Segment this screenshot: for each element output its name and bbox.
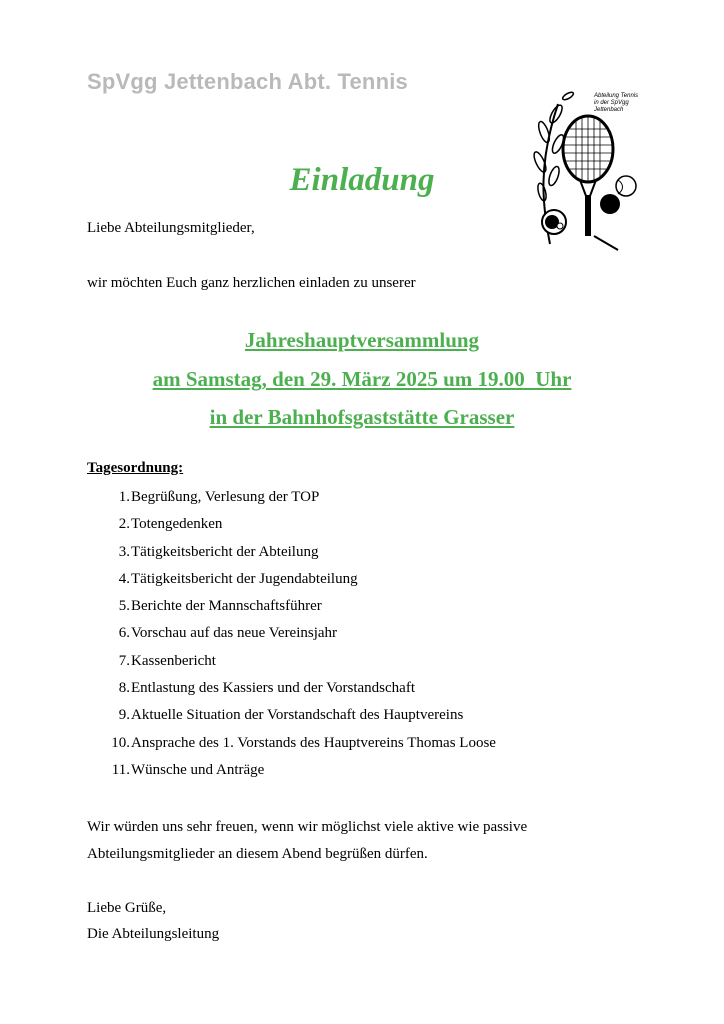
logo-text-line-3: Jettenbach bbox=[594, 107, 624, 113]
regards-text: Liebe Grüße, bbox=[87, 900, 167, 916]
agenda-item-number: 4. bbox=[118, 570, 130, 587]
intro-text: wir möchten Euch ganz herzlichen einladen zu unserer bbox=[87, 275, 416, 291]
list-item bbox=[96, 489, 496, 516]
agenda-item-text: Tätigkeitsbericht der Jugendabteilung bbox=[131, 570, 358, 587]
list-item bbox=[96, 625, 496, 652]
agenda-item-number: 1. bbox=[118, 489, 130, 505]
event-date: am Samstag, den 29. März 2025 um 19.00 Uhr bbox=[152, 367, 572, 391]
list-item bbox=[96, 680, 496, 707]
agenda-item-number: 5. bbox=[118, 598, 130, 615]
closing-line-2: Abteilungsmitglieder an diesem Abend begrüßen dürfen. bbox=[87, 846, 428, 862]
signoff bbox=[87, 895, 219, 947]
agenda-item-number: 10. bbox=[111, 734, 130, 751]
agenda-item-text: Tätigkeitsbericht der Abteilung bbox=[131, 543, 319, 560]
invitation-title: Einladung bbox=[289, 162, 435, 198]
list-item bbox=[96, 653, 496, 680]
agenda-item-text: Berichte der Mannschaftsführer bbox=[131, 598, 322, 615]
agenda-item-text: Ansprache des 1. Vorstands des Hauptvereins Thomas Loose bbox=[131, 734, 496, 751]
agenda-item-number: 8. bbox=[118, 680, 130, 697]
agenda-item-text: Vorschau auf das neue Vereinsjahr bbox=[131, 625, 338, 642]
agenda-heading: Tagesordnung: bbox=[87, 460, 184, 476]
closing-line-1: Wir würden uns sehr freuen, wenn wir möglichst viele aktive wie passive bbox=[87, 819, 528, 835]
closing-paragraph bbox=[87, 814, 647, 868]
list-item bbox=[96, 762, 496, 789]
club-name: SpVgg Jettenbach Abt. Tennis bbox=[87, 69, 408, 94]
agenda-item-text: Begrüßung, Verlesung der TOP bbox=[131, 489, 320, 505]
list-item bbox=[96, 516, 496, 543]
list-item bbox=[96, 707, 496, 734]
list-item bbox=[96, 598, 496, 625]
agenda-item-number: 3. bbox=[118, 543, 130, 560]
agenda-item-number: 9. bbox=[118, 707, 130, 724]
list-item bbox=[96, 571, 496, 598]
agenda-item-text: Totengedenken bbox=[131, 516, 223, 533]
agenda-item-text: Wünsche und Anträge bbox=[131, 761, 265, 778]
agenda-item-number: 7. bbox=[118, 652, 130, 669]
agenda-item-text: Aktuelle Situation der Vorstandschaft des Hauptvereins bbox=[131, 707, 464, 724]
greeting: Liebe Abteilungsmitglieder, bbox=[87, 220, 255, 236]
agenda-list bbox=[96, 489, 496, 789]
logo-text-line-2: in der SpVgg bbox=[594, 100, 629, 106]
list-item bbox=[96, 735, 496, 762]
event-name: Jahreshauptversammlung bbox=[244, 328, 480, 352]
agenda-item-number: 11. bbox=[111, 761, 130, 778]
list-item bbox=[96, 544, 496, 571]
event-location: in der Bahnhofsgaststätte Grasser bbox=[209, 405, 515, 429]
agenda-item-number: 2. bbox=[118, 516, 130, 533]
logo-text-line-1: Abteilung Tennis bbox=[594, 93, 639, 99]
agenda-item-text: Entlastung des Kassiers und der Vorstandschaft bbox=[131, 680, 415, 697]
agenda-item-text: Kassenbericht bbox=[131, 652, 216, 669]
agenda-item-number: 6. bbox=[118, 625, 130, 642]
sender-name: Die Abteilungsleitung bbox=[87, 926, 220, 942]
